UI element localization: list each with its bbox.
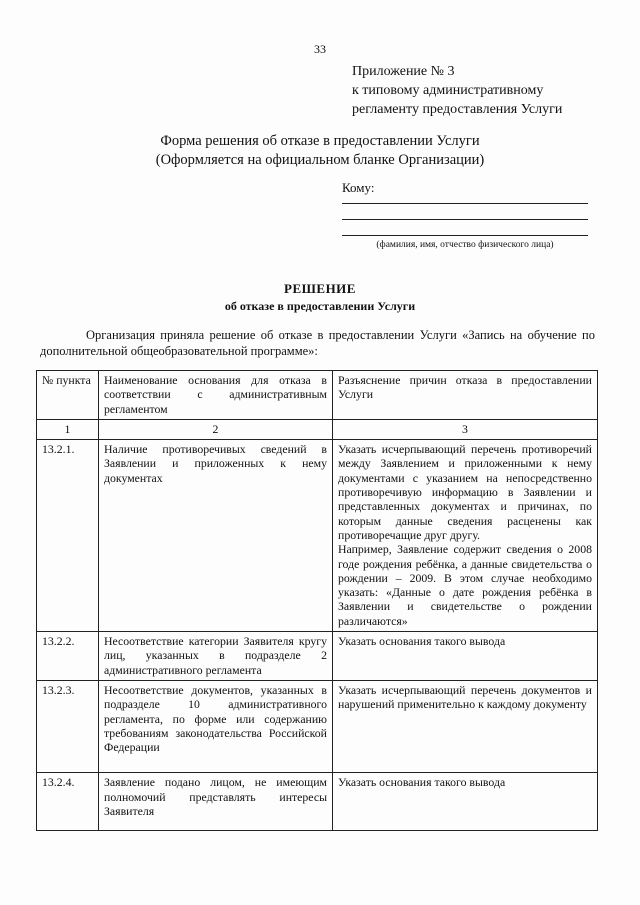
row-number: 13.2.2. — [37, 632, 99, 681]
row-explanation-example: Например, Заявление содержит сведения о 2008 годе рождения ребёнка, а данные свидетельства о рождении – 2009. В этом случае необходимо указать: «Данные о дате рождения ребёнка в Заявлении и свидетельстве о рождении различаются» — [338, 542, 592, 628]
recipient-label: Кому: — [342, 180, 375, 195]
row-number: 13.2.4. — [37, 773, 99, 831]
table-numbering-row — [37, 419, 598, 439]
decision-title: РЕШЕНИЕ — [284, 281, 356, 296]
row-reason: Несоответствие документов, указанных в подразделе 10 административного регламента, по форме или содержанию требованиям законодательства Российской Федерации — [99, 680, 333, 772]
table-row — [37, 773, 598, 831]
row-explanation-text: Указать исчерпывающий перечень противоречий между Заявлением и приложенными к нему документами с указанием на непосредственно противоречивую информацию в Заявлении и представленных документах и причинах, по которым данные сведения расценены как противоречащие друг другу. — [338, 442, 592, 542]
decision-heading — [0, 281, 640, 314]
appendix-line-2: к типовому административному — [352, 83, 544, 98]
numbering-cell: 2 — [99, 419, 333, 439]
row-explanation: Указать исчерпывающий перечень документов и нарушений применительно к каждому документу — [333, 680, 598, 772]
row-number: 13.2.1. — [37, 440, 99, 632]
appendix-line-3: регламенту предоставления Услуги — [352, 102, 563, 117]
table-header-row — [37, 371, 598, 420]
recipient-line-3 — [342, 235, 588, 236]
recipient-block — [342, 180, 588, 250]
form-title — [0, 132, 640, 170]
page-number: 33 — [314, 42, 326, 56]
row-reason: Заявление подано лицом, не имеющим полномочий представлять интересы Заявителя — [99, 773, 333, 831]
header-cell-reason: Наименование основания для отказа в соответствии с административным регламентом — [99, 371, 333, 420]
header-cell-explanation: Разъяснение причин отказа в предоставлении Услуги — [333, 371, 598, 420]
recipient-caption: (фамилия, имя, отчество физического лица) — [376, 240, 554, 250]
decision-subtitle: об отказе в предоставлении Услуги — [224, 299, 416, 313]
numbering-cell: 1 — [37, 419, 99, 439]
numbering-cell: 3 — [333, 419, 598, 439]
intro-paragraph: Организация приняла решение об отказе в предоставлении Услуги «Запись на обучение по дополнительной общеобразовательной программе»: — [40, 328, 595, 358]
row-reason: Несоответствие категории Заявителя кругу лиц, указанных в подразделе 2 административного регламента — [99, 632, 333, 681]
recipient-line-1 — [342, 203, 588, 204]
refusal-grounds-table — [36, 370, 598, 831]
appendix-header — [352, 62, 562, 119]
table-row — [37, 680, 598, 772]
header-cell-number: № пункта — [37, 371, 99, 420]
row-explanation: Указать основания такого вывода — [333, 632, 598, 681]
recipient-line-2 — [342, 219, 588, 220]
table-row — [37, 440, 598, 632]
row-reason: Наличие противоречивых сведений в Заявлении и приложенных к нему документах — [99, 440, 333, 632]
appendix-line-1: Приложение № 3 — [352, 64, 455, 79]
form-title-line-1: Форма решения об отказе в предоставлении Услуги — [160, 133, 480, 149]
form-title-line-2: (Оформляется на официальном бланке Организации) — [155, 152, 485, 168]
row-explanation: Указать основания такого вывода — [333, 773, 598, 831]
row-explanation — [333, 440, 598, 632]
table-row — [37, 632, 598, 681]
row-number: 13.2.3. — [37, 680, 99, 772]
